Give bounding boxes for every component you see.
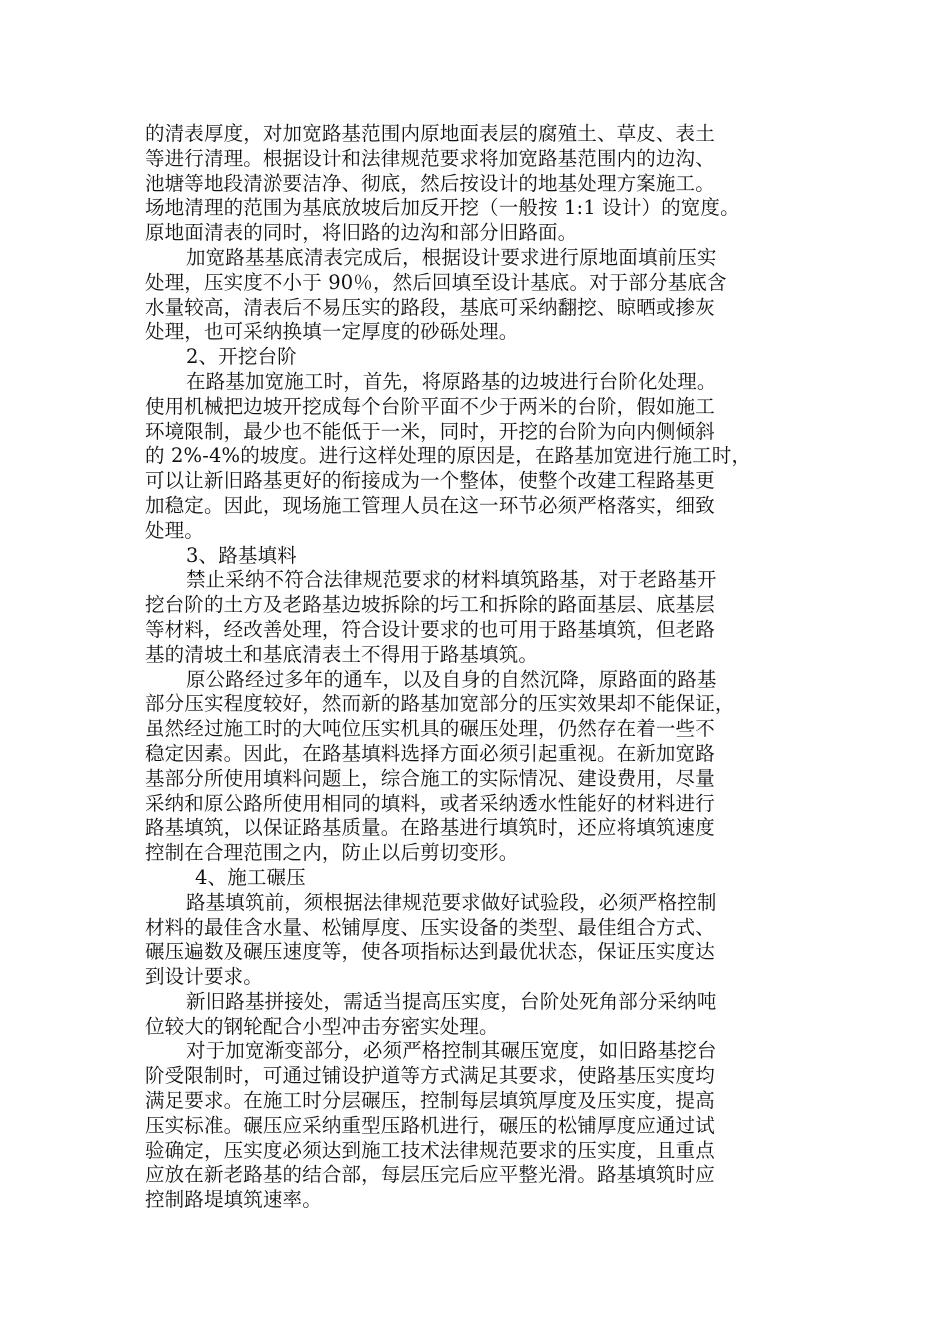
text-line: 应放在新老路基的结合部，每层压完后应平整光滑。路基填筑时应 [145,1163,715,1187]
text-line: 控制在合理范围之内，防止以后剪切变形。 [145,841,519,865]
text-line: 满足要求。在施工时分层碾压，控制每层填筑厚度及压实度，提高 [145,1089,715,1113]
text-line: 挖台阶的土方及老路基边坡拆除的圬工和拆除的路面基层、底基层 [145,593,715,617]
text-line: 材料的最佳含水量、松铺厚度、压实设备的类型、最佳组合方式、 [145,915,715,939]
text-line: 原地面清表的同时，将旧路的边沟和部分旧路面。 [145,221,578,245]
text-line: 处理，也可采纳换填一定厚度的砂砾处理。 [145,320,519,344]
section-heading: 4、施工碾压 [195,865,306,889]
text-line: 环境限制，最少也不能低于一米，同时，开挖的台阶为向内侧倾斜 [145,419,715,443]
text-line: 禁止采纳不符合法律规范要求的材料填筑路基，对于老路基开 [186,568,717,592]
text-line: 池塘等地段清淤要洁净、彻底，然后按设计的地基处理方案施工。 [145,171,715,195]
text-line: 的 2%-4%的坡度。进行这样处理的原因是，在路基加宽进行施工时， [145,444,752,468]
text-line: 基部分所使用填料问题上，综合施工的实际情况、建设费用，尽量 [145,766,715,790]
text-line: 部分压实程度较好，然而新的路基加宽部分的压实效果却不能保证， [145,692,735,716]
text-line: 处理。 [145,518,204,542]
paragraph [145,668,800,866]
text-line: 可以让新旧路基更好的衔接成为一个整体，使整个改建工程路基更 [145,469,715,493]
paragraph [145,990,800,1040]
text-line: 在路基加宽施工时，首先，将原路基的边坡进行台阶化处理。 [186,369,717,393]
text-line: 等材料，经改善处理，符合设计要求的也可用于路基填筑，但老路 [145,617,715,641]
section-heading: 3、路基填料 [186,543,297,567]
text-line: 加稳定。因此，现场施工管理人员在这一环节必须严格落实，细致 [145,493,715,517]
section-heading: 2、开挖台阶 [186,345,297,369]
text-line: 使用机械把边坡开挖成每个台阶平面不少于两米的台阶，假如施工 [145,394,715,418]
paragraph [145,122,800,246]
text-line: 虽然经过施工时的大吨位压实机具的碾压处理，仍然存在着一些不 [145,717,715,741]
text-line: 原公路经过多年的通车，以及自身的自然沉降，原路面的路基 [186,667,717,691]
text-line: 对于加宽渐变部分，必须严格控制其碾压宽度，如旧路基挖台 [186,1039,717,1063]
text-line: 控制路堤填筑速率。 [145,1188,322,1212]
text-line: 处理，压实度不小于 90％，然后回填至设计基底。对于部分基底含 [145,270,727,294]
text-line: 水量较高，清表后不易压实的路段，基底可采纳翻挖、晾晒或掺灰 [145,295,715,319]
text-line: 等进行清理。根据设计和法律规范要求将加宽路基范围内的边沟、 [145,146,715,170]
paragraph [145,246,800,345]
document-body [145,122,800,1213]
text-line: 压实标准。碾压应采纳重型压路机进行，碾压的松铺厚度应通过试 [145,1113,715,1137]
text-line: 阶受限制时，可通过铺设护道等方式满足其要求，使路基压实度均 [145,1064,715,1088]
text-line: 的清表厚度，对加宽路基范围内原地面表层的腐殖土、草皮、表土 [145,122,715,145]
text-line: 路基填筑前，须根据法律规范要求做好试验段，必须严格控制 [186,890,717,914]
text-line: 碾压遍数及碾压速度等，使各项指标达到最优状态，保证压实度达 [145,940,715,964]
text-line: 验确定，压实度必须达到施工技术法律规范要求的压实度，且重点 [145,1138,715,1162]
paragraph [145,370,800,544]
paragraph [145,568,800,667]
text-line: 采纳和原公路所使用相同的填料，或者采纳透水性能好的材料进行 [145,791,715,815]
text-line: 新旧路基拼接处，需适当提高压实度，台阶处死角部分采纳吨 [186,989,717,1013]
text-line: 路基填筑，以保证路基质量。在路基进行填筑时，还应将填筑速度 [145,816,715,840]
text-line: 场地清理的范围为基底放坡后加反开挖（一般按 1:1 设计）的宽度。 [145,196,740,220]
text-line: 基的清坡土和基底清表土不得用于路基填筑。 [145,642,539,666]
text-line: 位较大的钢轮配合小型冲击夯密实处理。 [145,1014,499,1038]
text-line: 稳定因素。因此，在路基填料选择方面必须引起重视。在新加宽路 [145,741,715,765]
text-line: 加宽路基基底清表完成后，根据设计要求进行原地面填前压实 [186,245,717,269]
paragraph [145,891,800,990]
paragraph [145,1039,800,1213]
text-line: 到设计要求。 [145,965,263,989]
